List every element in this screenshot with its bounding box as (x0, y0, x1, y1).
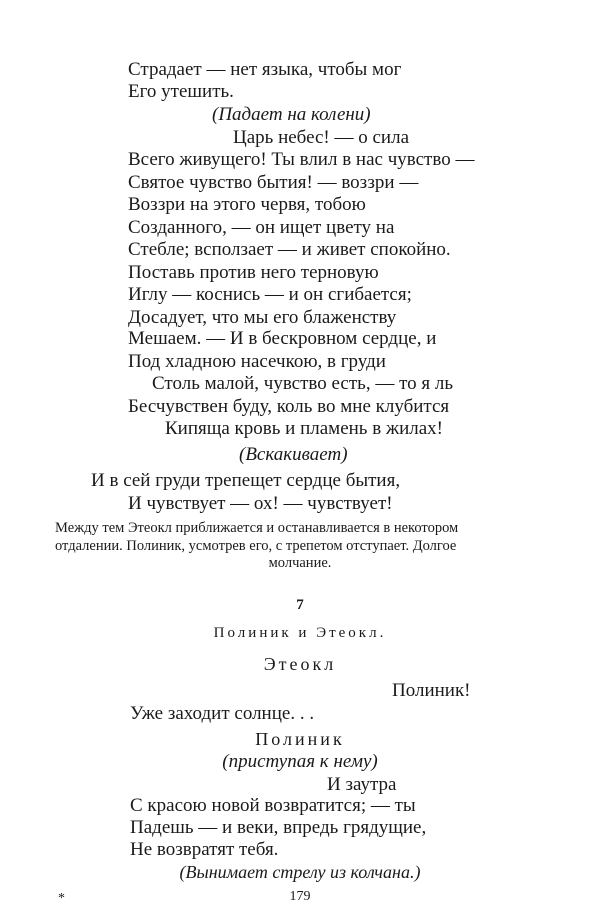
verse-line: Стебле; всползает — и живет спокойно. (128, 238, 451, 260)
verse-line: Мешаем. — И в бескровном сердце, и (128, 328, 437, 350)
verse-line: Полиник! (392, 679, 471, 701)
verse-line: Досадует, что мы его блаженству (128, 306, 397, 328)
verse-line: Не возвратят тебя. (130, 839, 279, 861)
verse-line: Созданного, — он ищет цвету на (128, 216, 395, 238)
scene-characters: Полиник и Этеокл. (213, 625, 387, 642)
verse-line: Бесчувствен буду, коль во мне клубится (128, 396, 450, 418)
verse-line: С красою новой возвратится; — ты (130, 795, 416, 817)
speaker-name: Этеокл (263, 654, 337, 675)
verse-line: Всего живущего! Ты влил в нас чувство — (128, 148, 475, 170)
verse-line: Царь небес! — о сила (233, 126, 410, 148)
verse-line: И чувствует — ох! — чувствует! (128, 492, 393, 514)
stage-direction: (Падает на колени) (212, 104, 371, 126)
stage-direction: (приступая к нему) (222, 750, 378, 772)
verse-line: Столь малой, чувство есть, — то я ль (152, 373, 454, 395)
stage-direction: (Вскакивает) (239, 444, 348, 466)
verse-line: Воззри на этого червя, тобою (128, 193, 366, 215)
scene-number: 7 (296, 596, 304, 613)
verse-line: Падешь — и веки, впредь грядущие, (130, 817, 427, 839)
speaker-name: Полиник (255, 728, 345, 749)
prose-direction-line: молчание. (268, 554, 332, 571)
verse-line: Поставь против него терновую (128, 261, 379, 283)
verse-line: И в сей груди трепещет сердце бытия, (91, 469, 401, 491)
verse-line: Кипяща кровь и пламень в жилах! (165, 418, 443, 440)
verse-line: Иглу — коснись — и он сгибается; (128, 283, 412, 305)
prose-direction-line: Между тем Этеокл приближается и останавливается в некотором (55, 520, 459, 537)
verse-line: Его утешить. (128, 81, 234, 103)
verse-line: Под хладною насечкою, в груди (128, 351, 386, 373)
verse-line: Уже заходит солнце. . . (130, 702, 315, 724)
footnote-mark: * (58, 891, 65, 906)
stage-direction: (Вынимает стрелу из колчана.) (179, 862, 421, 883)
verse-line: И заутра (327, 773, 397, 795)
verse-line: Страдает — нет языка, чтобы мог (128, 59, 402, 81)
prose-direction-line: отдалении. Полиник, усмотрев его, с трепетом отступает. Долгое (55, 537, 457, 554)
verse-line: Святое чувство бытия! — воззри — (128, 171, 419, 193)
page-number: 179 (289, 889, 311, 904)
